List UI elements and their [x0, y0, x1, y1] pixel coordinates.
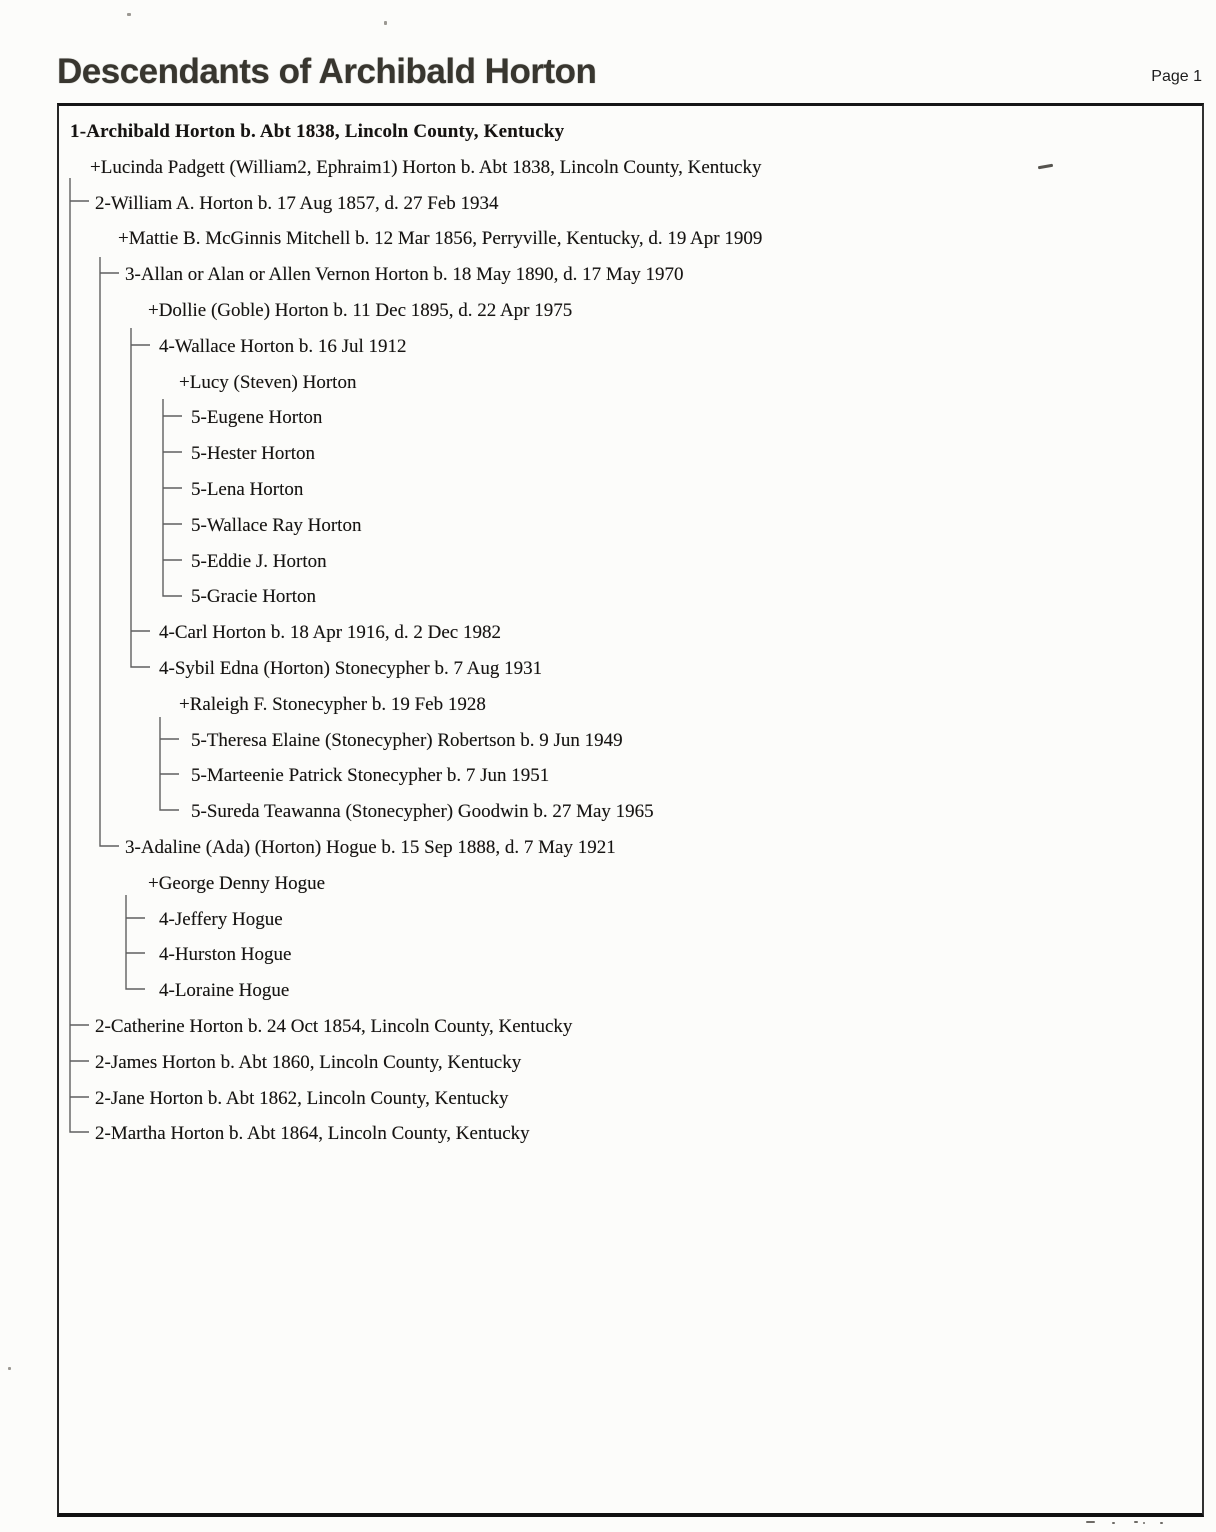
scan-artifact-dots [1160, 1522, 1163, 1524]
tree-entry: 4-Wallace Horton b. 16 Jul 1912 [159, 335, 407, 357]
tree-entry: 5-Eugene Horton [191, 407, 323, 429]
tree-entry: +Raleigh F. Stonecypher b. 19 Feb 1928 [179, 693, 486, 715]
page-number: Page 1 [1151, 68, 1202, 85]
tree-entry: 5-Sureda Teawanna (Stonecypher) Goodwin b. 27 May 1965 [191, 801, 654, 823]
tree-entry: 2-Jane Horton b. Abt 1862, Lincoln County, Kentucky [95, 1087, 509, 1109]
scan-artifact-dots [1134, 1521, 1138, 1523]
tree-entry: 5-Theresa Elaine (Stonecypher) Robertson b. 9 Jun 1949 [191, 729, 623, 751]
scan-artifact-dots [1086, 1521, 1095, 1523]
descendant-tree-box [57, 103, 1204, 1517]
tree-entry: +Lucinda Padgett (William2, Ephraim1) Horton b. Abt 1838, Lincoln County, Kentucky [90, 156, 762, 178]
connector-trunk-gen3-william [100, 257, 119, 846]
tree-entry: 1-Archibald Horton b. Abt 1838, Lincoln County, Kentucky [70, 121, 565, 142]
tree-entry: 5-Marteenie Patrick Stonecypher b. 7 Jun 1951 [191, 765, 550, 787]
tree-entry: 2-James Horton b. Abt 1860, Lincoln County, Kentucky [95, 1051, 522, 1073]
tree-entry: 3-Adaline (Ada) (Horton) Hogue b. 15 Sep 1888, d. 7 May 1921 [125, 837, 616, 858]
tree-entry: 4-Hurston Hogue [159, 944, 292, 966]
scan-artifact-speck [8, 1367, 11, 1370]
tree-entry: 2-William A. Horton b. 17 Aug 1857, d. 27 Feb 1934 [95, 192, 499, 214]
tree-entry: 2-Martha Horton b. Abt 1864, Lincoln County, Kentucky [95, 1123, 530, 1145]
tree-entry: +Mattie B. McGinnis Mitchell b. 12 Mar 1856, Perryville, Kentucky, d. 19 Apr 1909 [118, 228, 763, 250]
tree-entry: +George Denny Hogue [148, 872, 326, 894]
tree-entry: +Dollie (Goble) Horton b. 11 Dec 1895, d. 22 Apr 1975 [148, 300, 573, 321]
tree-entry: 5-Hester Horton [191, 443, 315, 465]
scan-artifact-speck [384, 21, 387, 25]
tree-entry: +Lucy (Steven) Horton [179, 371, 357, 393]
tree-entry: 5-Wallace Ray Horton [191, 514, 362, 536]
connector-trunk-gen5-wallace [163, 399, 182, 596]
tree-entry: 5-Eddie J. Horton [191, 550, 327, 572]
connector-trunk-gen2 [70, 178, 89, 1132]
page-title: Descendants of Archibald Horton [57, 52, 597, 91]
tree-entry: 4-Sybil Edna (Horton) Stonecypher b. 7 Aug 1931 [159, 658, 543, 679]
tree-entry: 4-Carl Horton b. 18 Apr 1916, d. 2 Dec 1982 [159, 622, 501, 644]
scan-artifact-dots [1112, 1522, 1115, 1524]
tree-entry: 2-Catherine Horton b. 24 Oct 1854, Lincoln County, Kentucky [95, 1016, 573, 1037]
connector-trunk-gen4-allan [131, 328, 150, 667]
tree-entry: 3-Allan or Alan or Allen Vernon Horton b. 18 May 1890, d. 17 May 1970 [125, 264, 684, 286]
tree-entry: 4-Jeffery Hogue [159, 908, 283, 930]
tree-entry: 5-Gracie Horton [191, 586, 317, 608]
tree-entry: 4-Loraine Hogue [159, 980, 290, 1002]
connector-trunk-gen5-sybil [160, 717, 179, 810]
tree-entry: 5-Lena Horton [191, 479, 304, 500]
scan-artifact-dots [1143, 1522, 1145, 1524]
connector-trunk-gen4-adaline [126, 895, 145, 989]
scan-artifact-speck [127, 13, 131, 16]
